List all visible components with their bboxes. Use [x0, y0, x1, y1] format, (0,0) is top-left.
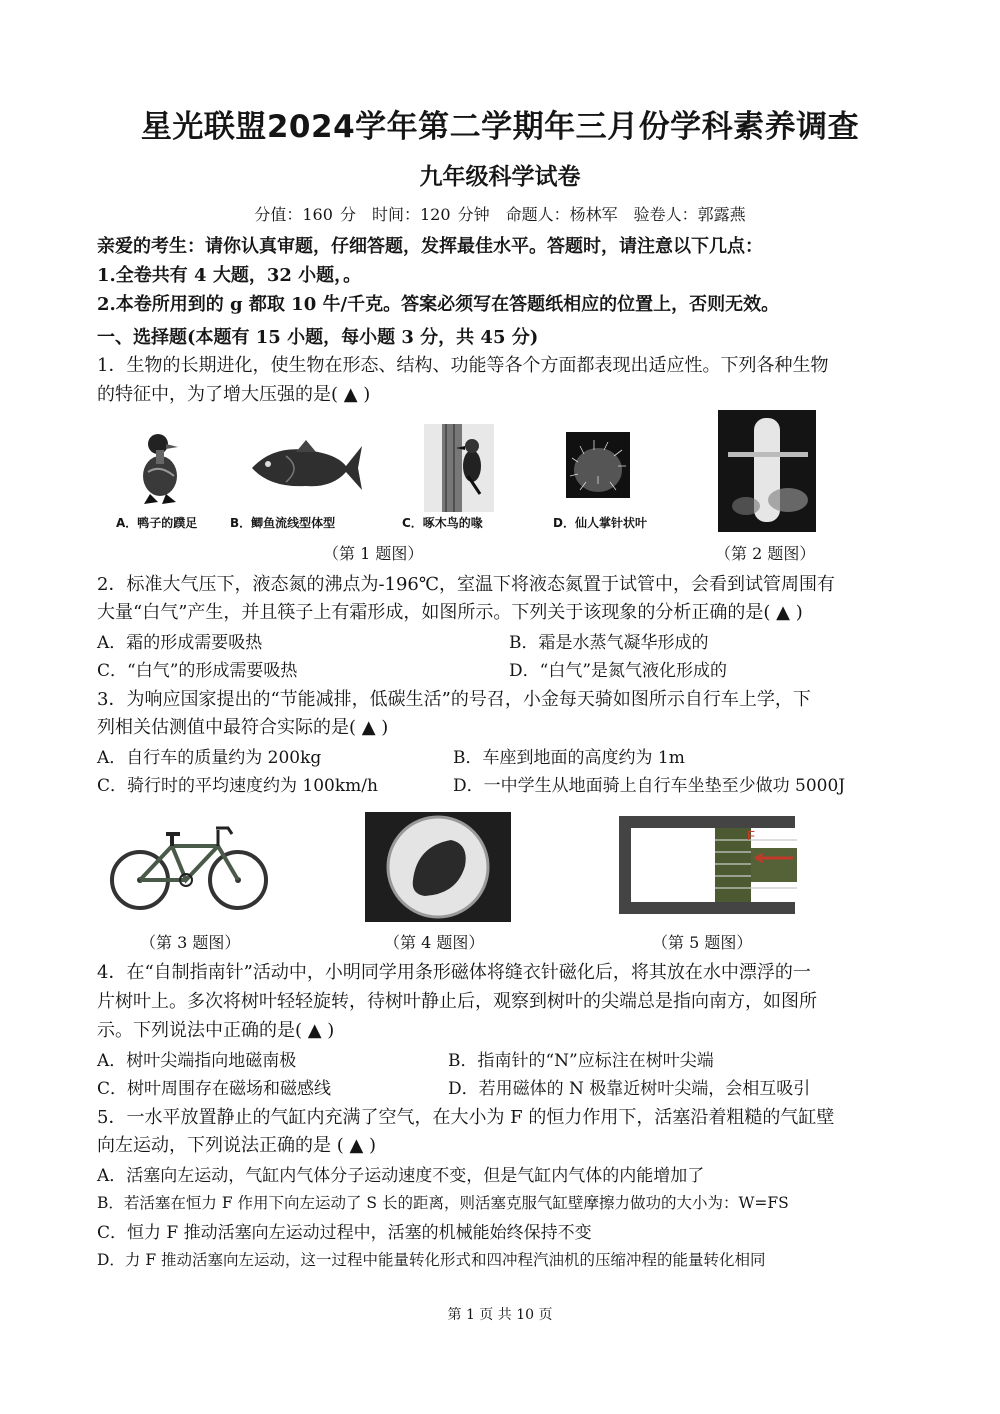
q3-line-2: 列相关估测值中最符合实际的是( ▲ )	[97, 717, 389, 738]
notice-item-1: 1.全卷共有 4 大题，32 小题，。	[97, 265, 362, 286]
notice-intro: 亲爱的考生：请你认真审题，仔细答题，发挥最佳水平。答题时，请注意以下几点：	[97, 236, 763, 257]
q5-figure-caption: （第 5 题图）	[652, 933, 753, 952]
q1-fig-c-label: C．啄木鸟的喙	[402, 516, 483, 530]
duck-image	[130, 428, 190, 506]
leaf-compass-image	[365, 812, 511, 922]
q3-figure-caption: （第 3 题图）	[140, 933, 241, 952]
q1-fig-b-label: B．鲫鱼流线型体型	[230, 516, 336, 530]
q1-fig-d-label: D．仙人掌针状叶	[553, 516, 647, 530]
q1-line-2: 的特征中，为了增大压强的是( ▲ )	[97, 384, 371, 405]
q5-option-c: C．恒力 F 推动活塞向左运动过程中，活塞的机械能始终保持不变	[97, 1223, 592, 1243]
q2-option-a: A．霜的形成需要吸热	[97, 633, 263, 653]
cactus-image	[566, 432, 630, 498]
q5-option-a: A．活塞向左运动，气缸内气体分子运动速度不变，但是气缸内气体的内能增加了	[97, 1166, 705, 1186]
exam-subtitle: 九年级科学试卷	[419, 163, 581, 190]
q1-figure-caption: （第 1 题图）	[323, 544, 424, 563]
q3-option-d: D．一中学生从地面骑上自行车坐垫至少做功 5000J	[453, 776, 846, 796]
q4-line-3: 示。下列说法中正确的是( ▲ )	[97, 1020, 335, 1041]
q5-option-b: B．若活塞在恒力 F 作用下向左运动了 S 长的距离，则活塞克服气缸壁摩擦力做功的大小为：W=FS	[97, 1194, 789, 1212]
q3-option-c: C．骑行时的平均速度约为 100km/h	[97, 776, 378, 796]
q2-option-b: B．霜是水蒸气凝华形成的	[509, 633, 709, 653]
notice-item-2: 2.本卷所用到的 g 都取 10 牛/千克。答案必须写在答题纸相应的位置上，否则无效。	[97, 294, 780, 315]
q4-option-c: C．树叶周围存在磁场和磁感线	[97, 1079, 332, 1099]
exam-meta: 分值：160 分 时间：120 分钟 命题人：杨林军 验卷人：郭露燕	[254, 205, 746, 224]
q4-line-1: 4．在“自制指南针”活动中，小明同学用条形磁体将缝衣针磁化后，将其放在水中漂浮的一	[97, 962, 811, 983]
q4-figure-caption: （第 4 题图）	[384, 933, 485, 952]
q5-line-1: 5．一水平放置静止的气缸内充满了空气，在大小为 F 的恒力作用下，活塞沿着粗糙的气缸壁	[97, 1107, 835, 1128]
crucian-carp-image	[246, 438, 364, 496]
q4-option-b: B．指南针的“N”应标注在树叶尖端	[448, 1051, 714, 1071]
q4-option-a: A．树叶尖端指向地磁南极	[97, 1051, 297, 1071]
q5-line-2: 向左运动，下列说法正确的是 ( ▲ )	[97, 1135, 377, 1156]
section-heading: 一、选择题(本题有 15 小题，每小题 3 分，共 45 分)	[97, 327, 539, 348]
q1-line-1: 1．生物的长期进化，使生物在形态、结构、功能等各个方面都表现出适应性。下列各种生物	[97, 355, 829, 376]
page-footer: 第 1 页 共 10 页	[447, 1307, 553, 1323]
q2-line-1: 2．标准大气压下，液态氮的沸点为-196℃，室温下将液态氮置于试管中，会看到试管周围有	[97, 574, 836, 595]
q2-option-c: C．“白气”的形成需要吸热	[97, 661, 298, 681]
bicycle-image	[106, 818, 272, 914]
q3-option-a: A．自行车的质量约为 200kg	[97, 748, 322, 768]
q3-line-1: 3．为响应国家提出的“节能减排，低碳生活”的号召，小金每天骑如图所示自行车上学，下	[97, 689, 811, 710]
q2-figure-caption: （第 2 题图）	[715, 544, 816, 563]
exam-title: 星光联盟2024学年第二学期年三月份学科素养调查	[140, 109, 860, 145]
q2-line-2: 大量“白气”产生，并且筷子上有霜形成，如图所示。下列关于该现象的分析正确的是( ▲ )	[97, 602, 803, 623]
q5-option-d: D．力 F 推动活塞向左运动，这一过程中能量转化形式和四冲程汽油机的压缩冲程的能量转化相同	[97, 1251, 766, 1269]
q3-option-b: B．车座到地面的高度约为 1m	[453, 748, 685, 768]
woodpecker-image	[424, 424, 494, 512]
cylinder-piston-image	[617, 814, 797, 916]
q4-option-d: D．若用磁体的 N 极靠近树叶尖端，会相互吸引	[448, 1079, 811, 1099]
q4-line-2: 片树叶上。多次将树叶轻轻旋转，待树叶静止后，观察到树叶的尖端总是指向南方，如图所	[97, 991, 817, 1012]
q2-option-d: D．“白气”是氮气液化形成的	[509, 661, 728, 681]
force-label: F	[747, 828, 755, 843]
liquid-nitrogen-test-tube-image	[718, 410, 816, 532]
q1-fig-a-label: A．鸭子的蹼足	[116, 516, 198, 530]
